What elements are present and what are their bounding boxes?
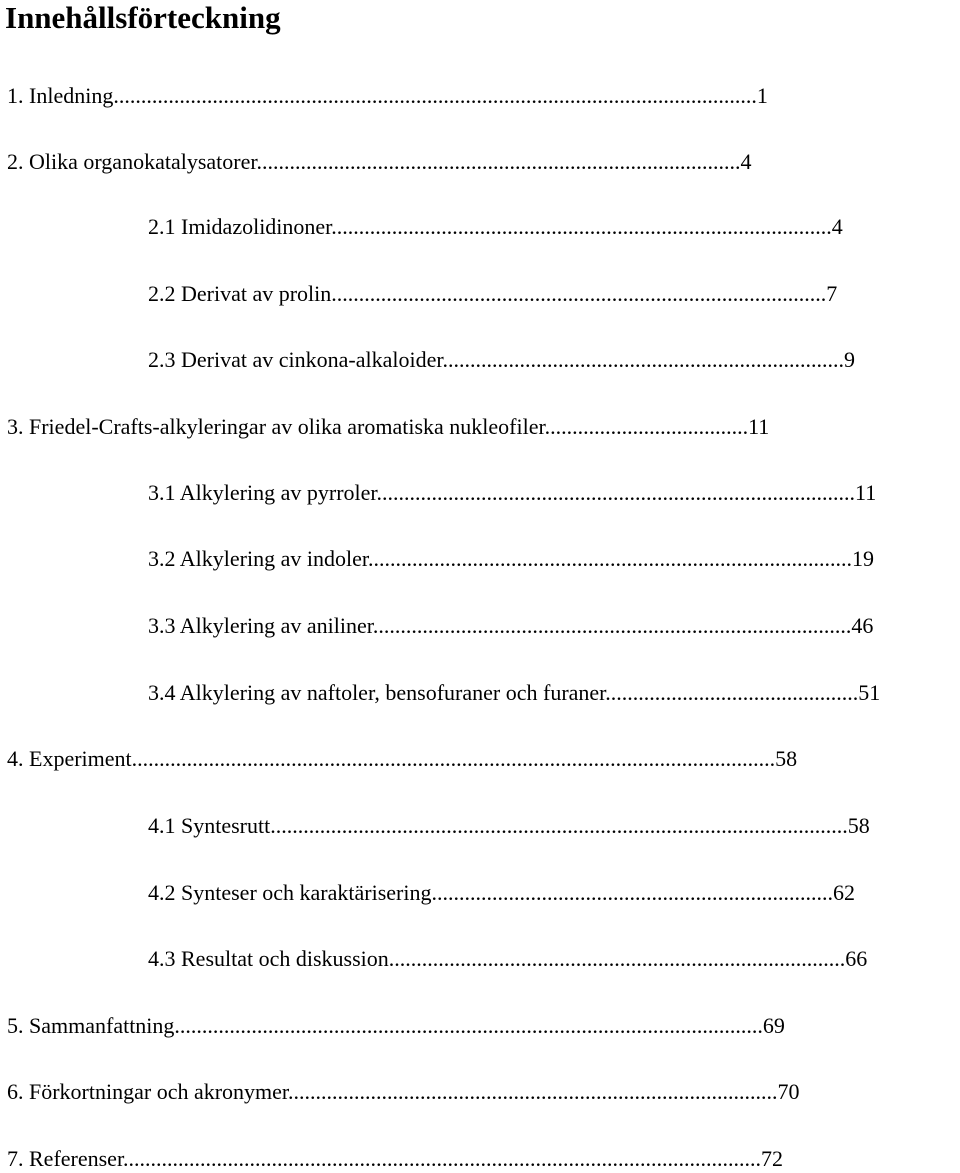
toc-entry-4-1 bbox=[148, 813, 954, 839]
toc-entry-text: 3. Friedel-Crafts-alkyleringar av olika aromatiska nukleofiler.....................................11 bbox=[7, 414, 770, 439]
toc-entry-text: 3.4 Alkylering av naftoler, bensofuraner och furaner..............................................51 bbox=[148, 680, 881, 705]
toc-entry-text: 2.3 Derivat av cinkona-alkaloider.........................................................................9 bbox=[148, 347, 855, 372]
toc-entry-7 bbox=[7, 1146, 954, 1172]
toc-entry-text: 2. Olika organokatalysatorer........................................................................................4 bbox=[7, 149, 752, 174]
toc-entry-3-4 bbox=[148, 680, 953, 706]
toc-entry-text: 2.1 Imidazolidinoner...........................................................................................4 bbox=[148, 214, 843, 239]
toc-entry-text: 3.3 Alkylering av aniliner.......................................................................................46 bbox=[148, 613, 874, 638]
toc-entry-2-2 bbox=[148, 281, 954, 307]
toc-entry-1 bbox=[7, 83, 955, 109]
toc-entry-text: 4.1 Syntesrutt.........................................................................................................58 bbox=[148, 813, 870, 838]
toc-entry-4-2 bbox=[148, 880, 954, 906]
toc-entry-2-3 bbox=[148, 347, 952, 373]
toc-entry-3-3 bbox=[148, 613, 954, 639]
toc-entry-2 bbox=[7, 149, 953, 175]
toc-entry-text: 3.1 Alkylering av pyrroler.......................................................................................11 bbox=[148, 480, 877, 505]
toc-entry-text: 6. Förkortningar och akronymer.........................................................................................70 bbox=[7, 1079, 800, 1104]
toc-entry-text: 4. Experiment.....................................................................................................................58 bbox=[7, 746, 798, 771]
toc-entry-text: 4.3 Resultat och diskussion...................................................................................66 bbox=[148, 946, 868, 971]
toc-entry-6 bbox=[7, 1079, 954, 1105]
toc-entry-5 bbox=[7, 1013, 954, 1039]
toc-entry-4 bbox=[7, 746, 954, 772]
toc-entry-3-1 bbox=[148, 480, 953, 506]
document-title: Innehållsförteckning bbox=[5, 0, 281, 35]
toc-entry-4-3 bbox=[148, 946, 954, 972]
toc-entry-3-2 bbox=[148, 546, 954, 572]
toc-entry-text: 3.2 Alkylering av indoler........................................................................................19 bbox=[148, 546, 874, 571]
toc-entry-text: 5. Sammanfattning...........................................................................................................69 bbox=[7, 1013, 785, 1038]
toc-entry-text: 1. Inledning.....................................................................................................................1 bbox=[7, 83, 768, 108]
toc-entry-text: 4.2 Synteser och karaktärisering.........................................................................62 bbox=[148, 880, 855, 905]
toc-entry-text: 7. Referenser....................................................................................................................72 bbox=[7, 1146, 784, 1171]
toc-entry-3 bbox=[7, 414, 953, 440]
toc-entry-2-1 bbox=[148, 214, 953, 240]
toc-entry-text: 2.2 Derivat av prolin..........................................................................................7 bbox=[148, 281, 838, 306]
